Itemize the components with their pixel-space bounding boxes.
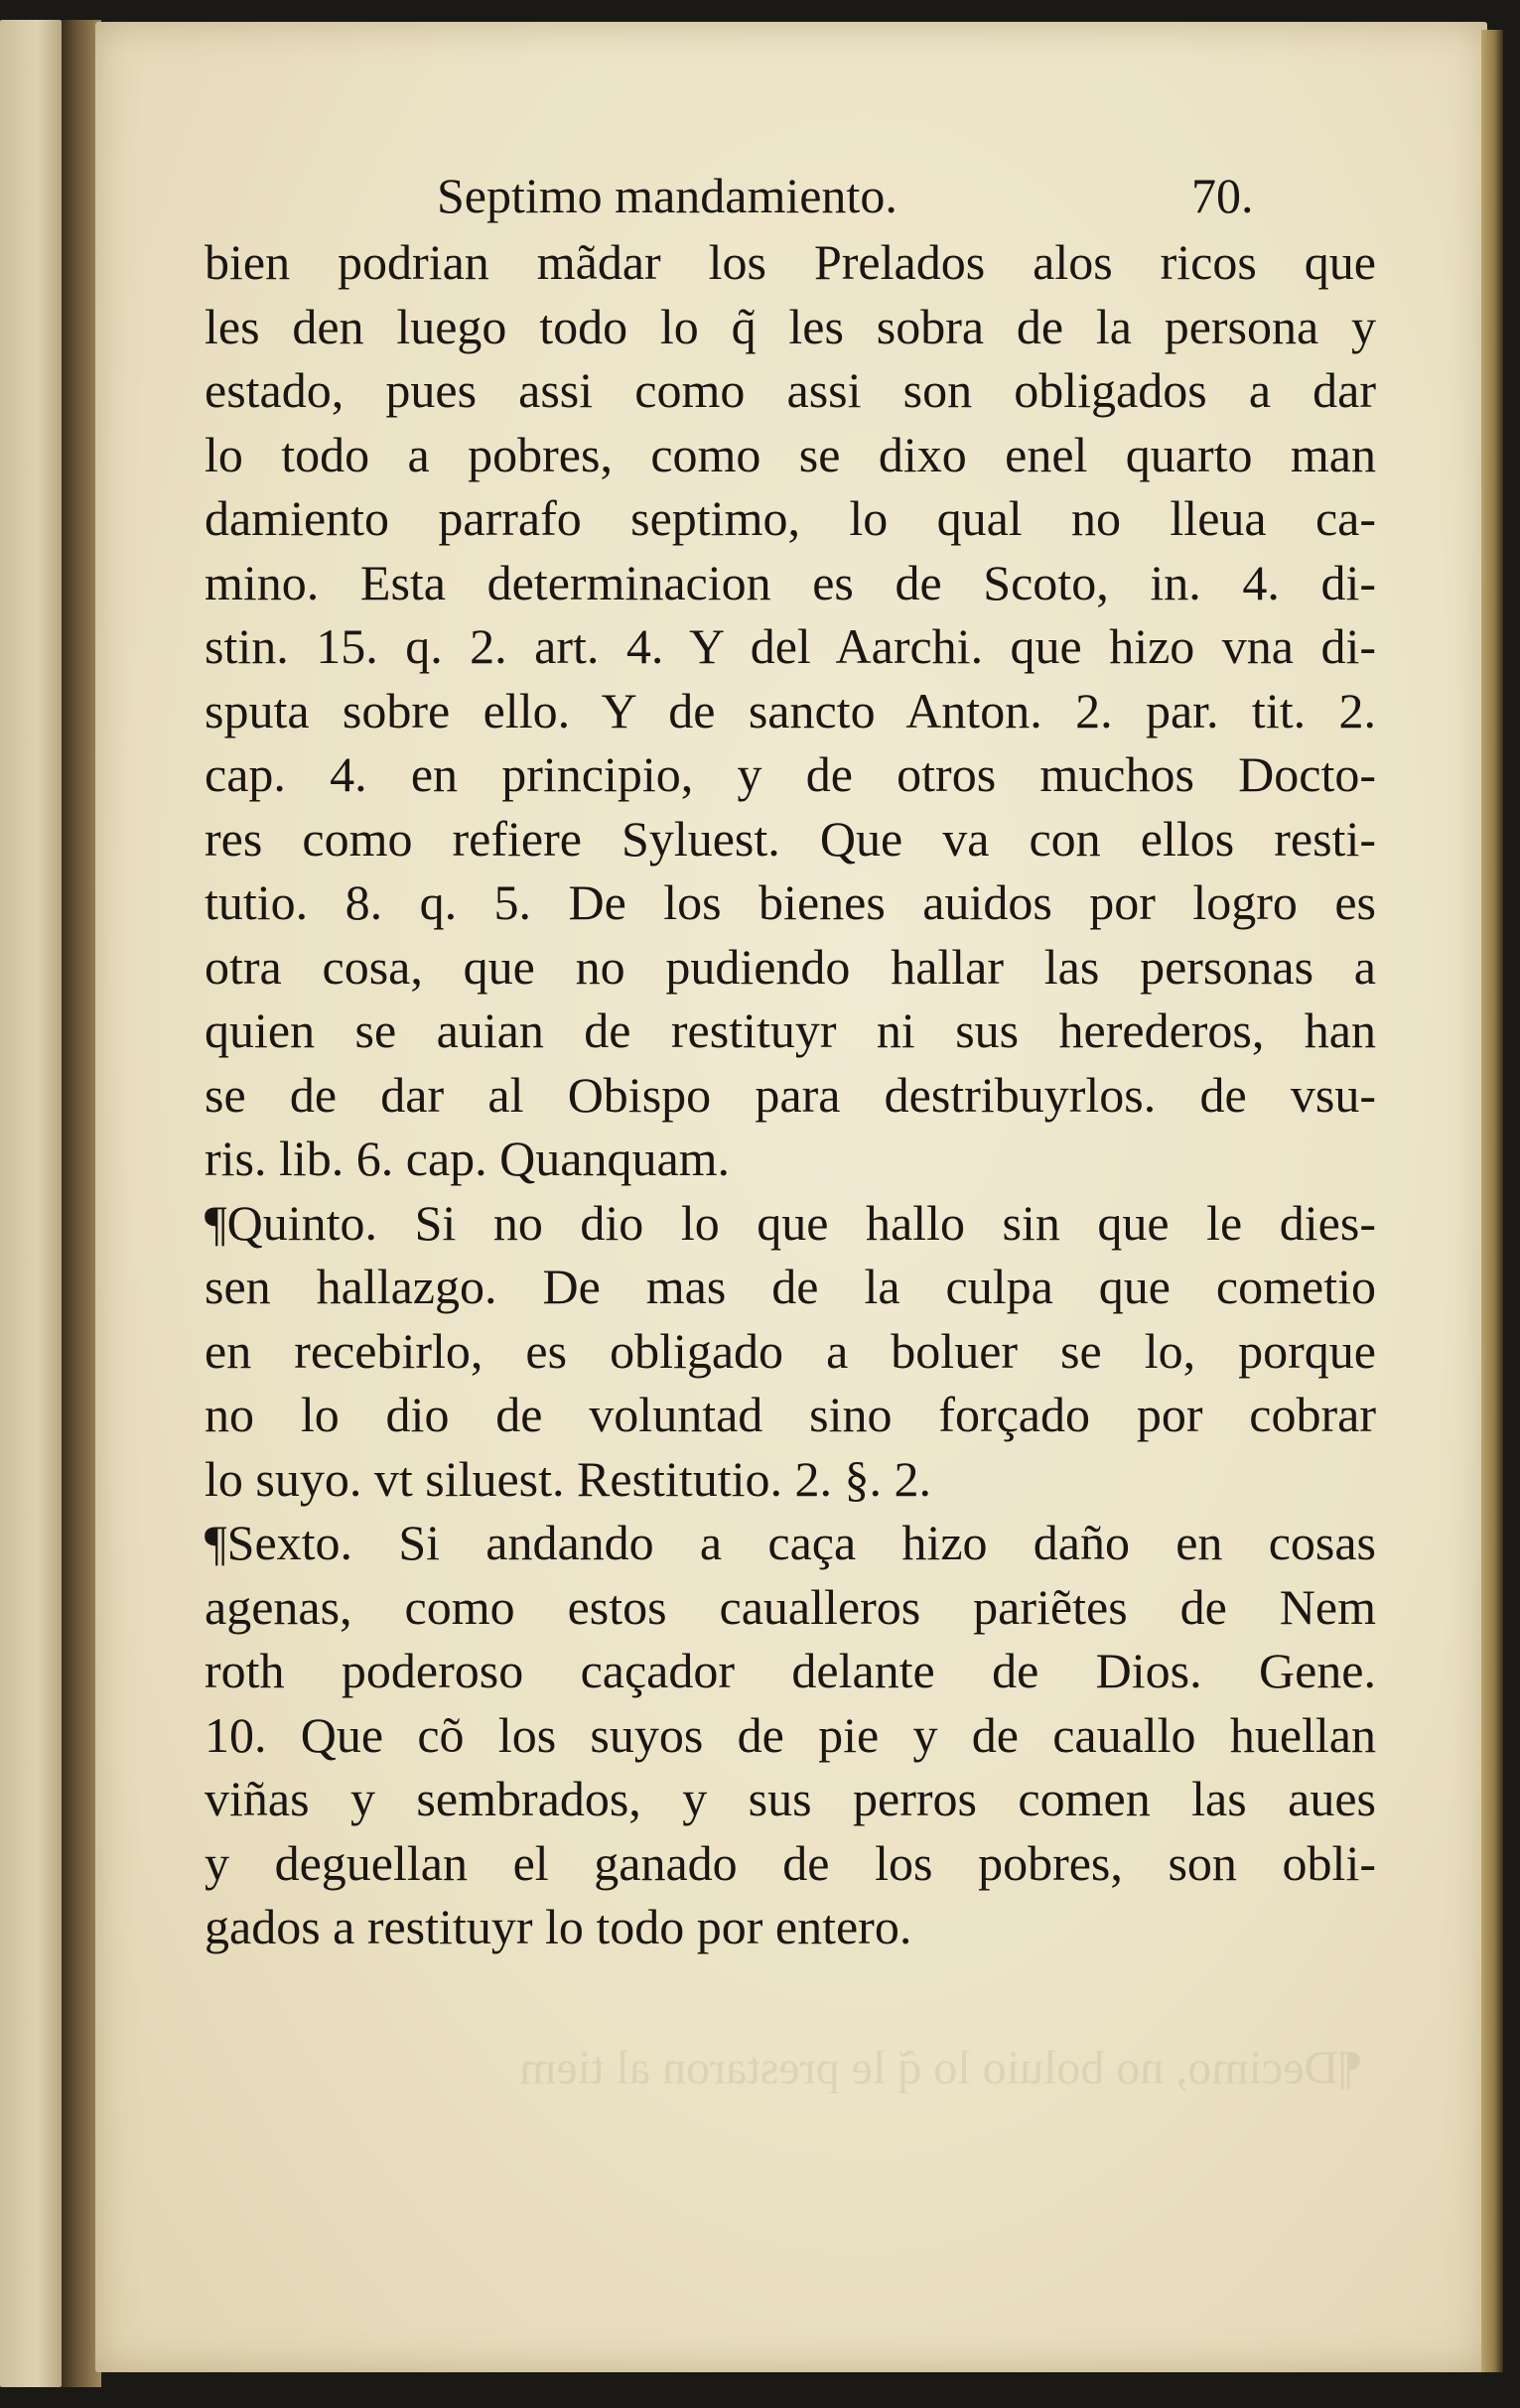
text-line: stin. 15. q. 2. art. 4. Y del Aarchi. que hizo vna di- [205,618,1376,674]
text-line: y deguellan el ganado de los pobres, son obli- [205,1834,1376,1891]
text-line: res como refiere Syluest. Que va con ellos resti- [205,810,1376,867]
page-fore-edge [1481,30,1503,2372]
text-line: lo suyo. vt siluest. Restitutio. 2. §. 2. [205,1450,931,1507]
paragraph-quinto-line: ¶Quinto. Si no dio lo que hallo sin que le dies- [205,1194,1376,1251]
text-line: estado, pues assi como assi son obligados a dar [205,362,1376,418]
text-line: damiento parrafo septimo, lo qual no lleua ca- [205,490,1376,546]
text-line: mino. Esta determinacion es de Scoto, in. 4. di- [205,554,1376,610]
text-line: otra cosa, que no pudiendo hallar las personas a [205,938,1376,995]
text-line: bien podrian mãdar los Prelados alos ricos que [205,234,1376,290]
text-line: cap. 4. en principio, y de otros muchos Docto- [205,746,1376,802]
show-through-line: ¶Decimo, no boluio lo q̃ le prestaron al tiem [519,2042,1360,2094]
text-line: en recebirlo, es obligado a boluer se lo, porque [205,1322,1376,1379]
text-line: no lo dio de voluntad sino forçado por cobrar [205,1387,1376,1442]
text-line: roth poderoso caçador delante de Dios. Gene. [205,1643,1376,1698]
text-line: tutio. 8. q. 5. De los bienes auidos por logro es [205,874,1376,930]
text-line: quien se auian de restituyr ni sus herederos, han [205,1003,1376,1058]
show-through-text [248,2040,1360,2097]
text-line: agenas, como estos caualleros pariẽtes de Nem [205,1578,1376,1635]
text-line: viñas y sembrados, y sus perros comen las aues [205,1771,1376,1826]
text-line: les den luego todo lo q̃ les sobra de la persona y [205,298,1376,354]
running-head [437,167,1291,226]
text-line: sputa sobre ello. Y de sancto Anton. 2. par. tit. 2. [205,682,1376,738]
folio-number: 70. [1191,168,1254,223]
text-line: lo todo a pobres, como se dixo enel quarto man [205,426,1376,482]
body-text [205,230,1376,1959]
text-line: sen hallazgo. De mas de la culpa que cometio [205,1259,1376,1314]
text-line: ris. lib. 6. cap. Quanquam. [205,1131,731,1186]
text-line: gados a restituyr lo todo por entero. [205,1899,912,1954]
previous-page-edge [0,20,62,2387]
running-title: Septimo mandamiento. [437,168,898,223]
text-line: 10. Que cõ los suyos de pie y de cauallo huellan [205,1706,1376,1763]
paragraph-sexto-line: ¶Sexto. Si andando a caça hizo daño en cosas [205,1515,1376,1570]
text-line: se de dar al Obispo para destribuyrlos. de vsu- [205,1066,1376,1123]
